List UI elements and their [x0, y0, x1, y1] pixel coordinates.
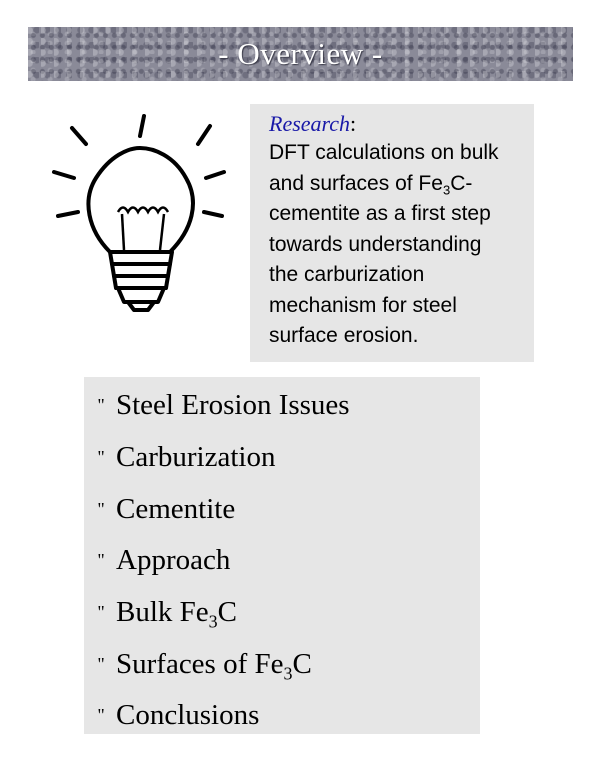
page-title: - Overview -	[218, 36, 383, 71]
list-item-label: Surfaces of $Fe_3C$	[116, 647, 312, 684]
list-item	[84, 535, 480, 587]
lightbulb-icon	[48, 112, 238, 322]
research-box	[250, 104, 534, 362]
list-item	[84, 483, 480, 535]
list-item	[84, 690, 480, 742]
research-line: towards understanding	[269, 232, 482, 256]
list-item-label: Carburization	[116, 441, 276, 474]
list-item-label: Conclusions	[116, 699, 260, 732]
research-line: and surfaces of $Fe_3C-$	[269, 171, 473, 198]
list-item-label: Bulk $Fe_3C$	[116, 596, 237, 632]
list-item-label: Cementite	[116, 492, 236, 525]
bullet-glyph: "	[97, 705, 105, 726]
research-line: cementite as a first step	[269, 202, 491, 225]
research-heading: Research:	[269, 111, 357, 136]
research-line: DFT calculations on bulk	[269, 141, 499, 164]
bullet-glyph: "	[97, 498, 105, 519]
bullet-glyph: "	[97, 447, 105, 468]
research-line: mechanism for steel	[269, 293, 457, 317]
list-item-label: Steel Erosion Issues	[116, 389, 350, 422]
research-text	[269, 138, 534, 352]
list-item	[84, 432, 480, 484]
bullet-glyph: "	[97, 602, 105, 623]
list-item	[84, 587, 480, 639]
list-item	[84, 638, 480, 690]
bullet-glyph: "	[97, 395, 105, 416]
bullet-glyph: "	[97, 653, 105, 674]
bullet-glyph: "	[97, 550, 105, 571]
title-banner	[28, 27, 573, 81]
list-item	[84, 380, 480, 432]
research-line: the carburization	[269, 263, 425, 286]
list-item-label: Approach	[116, 544, 231, 577]
research-line: surface erosion.	[269, 324, 419, 347]
outline-list	[84, 377, 480, 734]
